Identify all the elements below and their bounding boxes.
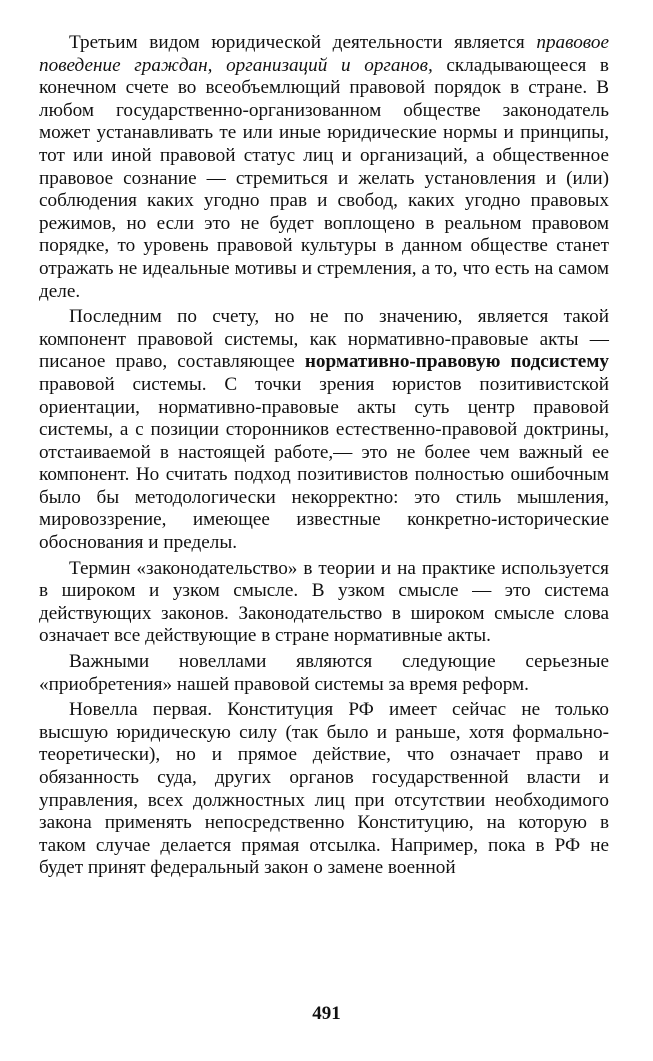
paragraph-1 <box>39 32 609 303</box>
page-number: 491 <box>312 1003 341 1024</box>
paragraph-2 <box>39 306 609 555</box>
paragraph-2-text-b: правовой системы. С точки зрения юристов позитивистской ориентации, нормативно-правовые акты суть центр правовой системы, а с позиции сторонников естественно-правовой доктрины, отстаиваемой в настоящей работе,— это не более чем важный ее компонент. Но считать подход позитивистов полностью ошибочным было бы методологически некорректно: это стиль мышления, мировоззрение, имеющее известные конкретно-исторические обоснования и пределы. <box>39 373 609 554</box>
paragraph-4-text: Важными новеллами являются следующие серьезные «приобретения» нашей правовой системы за время реформ. <box>39 651 609 695</box>
paragraph-2-text-a: Последним по счету, но не по значению, является такой компонент правовой системы, как нормативно-правовые акты — писаное право, составляющее <box>39 306 609 373</box>
paragraph-5 <box>39 699 609 880</box>
paragraph-1-italic-phrase: правовое поведение граждан, организаций и органов, <box>39 32 609 76</box>
paragraph-5-text: Новелла первая. Конституция РФ имеет сейчас не только высшую юридическую силу (так было и раньше, хотя формально-теоретически), но и прямое действие, что означает право и обязанность суда, других органов государственной власти и управления, всех должностных лиц при отсутствии необходимого закона применять непосредственно Конституцию, на которую в таком случае делается прямая отсылка. Например, пока в РФ не будет принят федеральный закон о замене военной <box>39 699 609 879</box>
paragraph-1-text-a: Третьим видом юридической деятельности является <box>69 32 537 53</box>
paragraph-1-text-b: складывающееся в конечном счете во всеобъемлющий правовой порядок в стране. В любом государственно-организованном обществе законодатель может устанавливать те или иные юридические нормы и принципы, тот или иной правовой статус лиц и организаций, а общественное правовое сознание — стремиться и желать установления и (или) соблюдения каких угодно прав и свобод, каких угодно правовых режимов, но если это не будет воплощено в реальном правовом порядке, то уровень правовой культуры в данном обществе станет отражать не идеальные мотивы и стремления, а то, что есть на самом деле. <box>39 54 609 302</box>
page-body <box>39 32 609 880</box>
paragraph-3-text: Термин «законодательство» в теории и на практике используется в широком и узком смысле. В узком смысле — это система действующих законов. Законодательство в широком смысле слова означает все действующие в стране нормативные акты. <box>39 557 609 647</box>
paragraph-4 <box>39 651 609 696</box>
paragraph-2-bold-term: нормативно-правовую подсистему <box>304 351 609 373</box>
paragraph-3 <box>39 558 609 648</box>
